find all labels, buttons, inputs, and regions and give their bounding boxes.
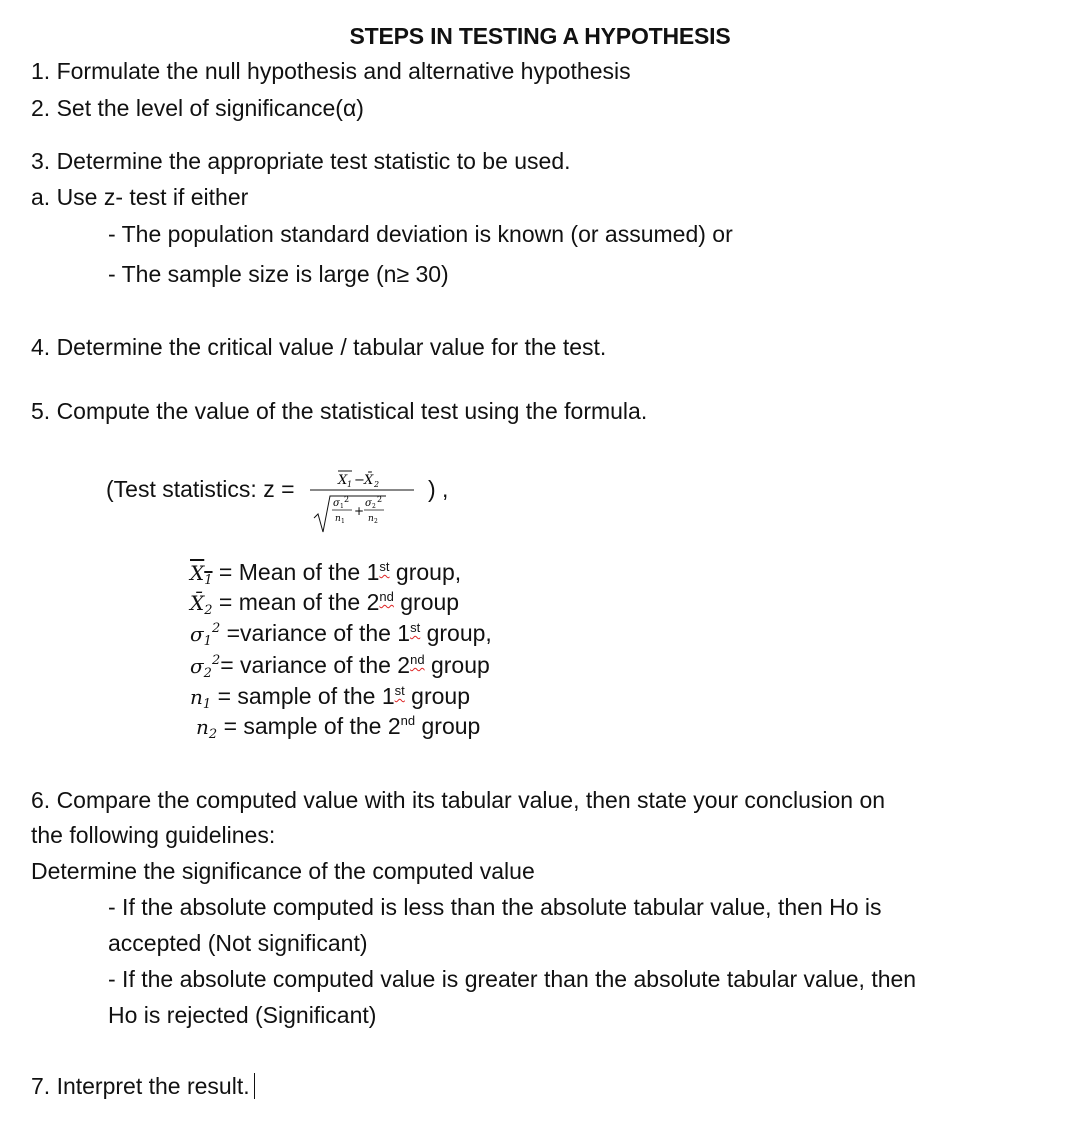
step-6-line-2: the following guidelines: xyxy=(31,822,276,848)
n-1-symbol: $n_1$ xyxy=(190,685,212,712)
step-7-text: 7. Interpret the result. xyxy=(31,1073,250,1099)
step-4: 4. Determine the critical value / tabular value for the test. xyxy=(31,334,607,360)
formula-suffix: ) , xyxy=(428,476,449,502)
x-bar-2-symbol: $X̄_2$ xyxy=(190,591,213,618)
step-6-bullet-2-line-2: Ho is rejected (Significant) xyxy=(108,1002,377,1028)
step-6-bullet-1-line-1: - If the absolute computed is less than the absolute tabular value, then Ho is xyxy=(108,894,882,920)
step-2: 2. Set the level of significance(α) xyxy=(31,95,364,121)
legend-variance-2: $\sigma_2^2=$ variance of the 2nd group xyxy=(190,645,490,689)
svg-text:1: 1 xyxy=(347,480,353,489)
legend-sample-1: $n_1$ = sample of the 1st group xyxy=(190,676,470,720)
svg-text:2: 2 xyxy=(372,503,376,510)
text-cursor xyxy=(254,1073,255,1099)
step-6-bullet-2-line-1: - If the absolute computed value is greater than the absolute tabular value, then xyxy=(108,966,917,992)
step-3a-bullet-2: - The sample size is large (n≥ 30) xyxy=(108,261,449,287)
step-5: 5. Compute the value of the statistical test using the formula. xyxy=(31,398,648,424)
legend-mean-2: $X̄_2$ = mean of the 2nd group xyxy=(190,582,459,626)
step-3a: a. Use z- test if either xyxy=(31,184,249,210)
svg-text:2: 2 xyxy=(374,480,380,489)
svg-text:2: 2 xyxy=(374,518,378,525)
svg-text:2: 2 xyxy=(344,495,350,504)
legend-mean-1: $X_1$ = Mean of the 1st group, xyxy=(190,552,461,596)
step-3: 3. Determine the appropriate test statistic to be used. xyxy=(31,148,571,174)
svg-text:1: 1 xyxy=(341,518,345,525)
step-7[interactable] xyxy=(31,1072,255,1100)
svg-text:σ: σ xyxy=(365,498,372,509)
step-6-line-1: 6. Compare the computed value with its tabular value, then state your conclusion on xyxy=(31,787,886,813)
svg-text:n: n xyxy=(368,514,374,524)
sigma-1-symbol: $\sigma_1^2$ xyxy=(190,621,221,649)
legend-sample-2: $n_2$ = sample of the 2nd group xyxy=(196,706,480,750)
svg-text:X̄: X̄ xyxy=(364,473,374,488)
svg-text:n: n xyxy=(335,514,341,524)
svg-text:+: + xyxy=(354,504,365,518)
z-fraction-graphic xyxy=(306,470,416,540)
svg-text:−: − xyxy=(354,473,365,488)
svg-text:σ: σ xyxy=(333,498,340,509)
page-title: STEPS IN TESTING A HYPOTHESIS xyxy=(349,23,731,49)
legend-variance-1: $\sigma_1^2$ =variance of the 1st group, xyxy=(190,613,492,657)
step-1: 1. Formulate the null hypothesis and alternative hypothesis xyxy=(31,58,631,84)
x-bar-1-symbol: $X_1$ xyxy=(190,561,213,588)
n-2-symbol: $n_2$ xyxy=(196,715,218,742)
svg-text:1: 1 xyxy=(340,503,344,510)
svg-text:2: 2 xyxy=(377,495,383,504)
step-6-subheading: Determine the significance of the computed value xyxy=(31,858,535,884)
step-3a-bullet-1: - The population standard deviation is known (or assumed) or xyxy=(108,221,733,247)
step-6-bullet-1-line-2: accepted (Not significant) xyxy=(108,930,368,956)
sigma-2-symbol: $\sigma_2^2$ xyxy=(190,653,221,681)
svg-text:X: X xyxy=(338,473,348,488)
formula-prefix: (Test statistics: z = xyxy=(106,476,295,502)
z-fraction xyxy=(306,470,416,540)
